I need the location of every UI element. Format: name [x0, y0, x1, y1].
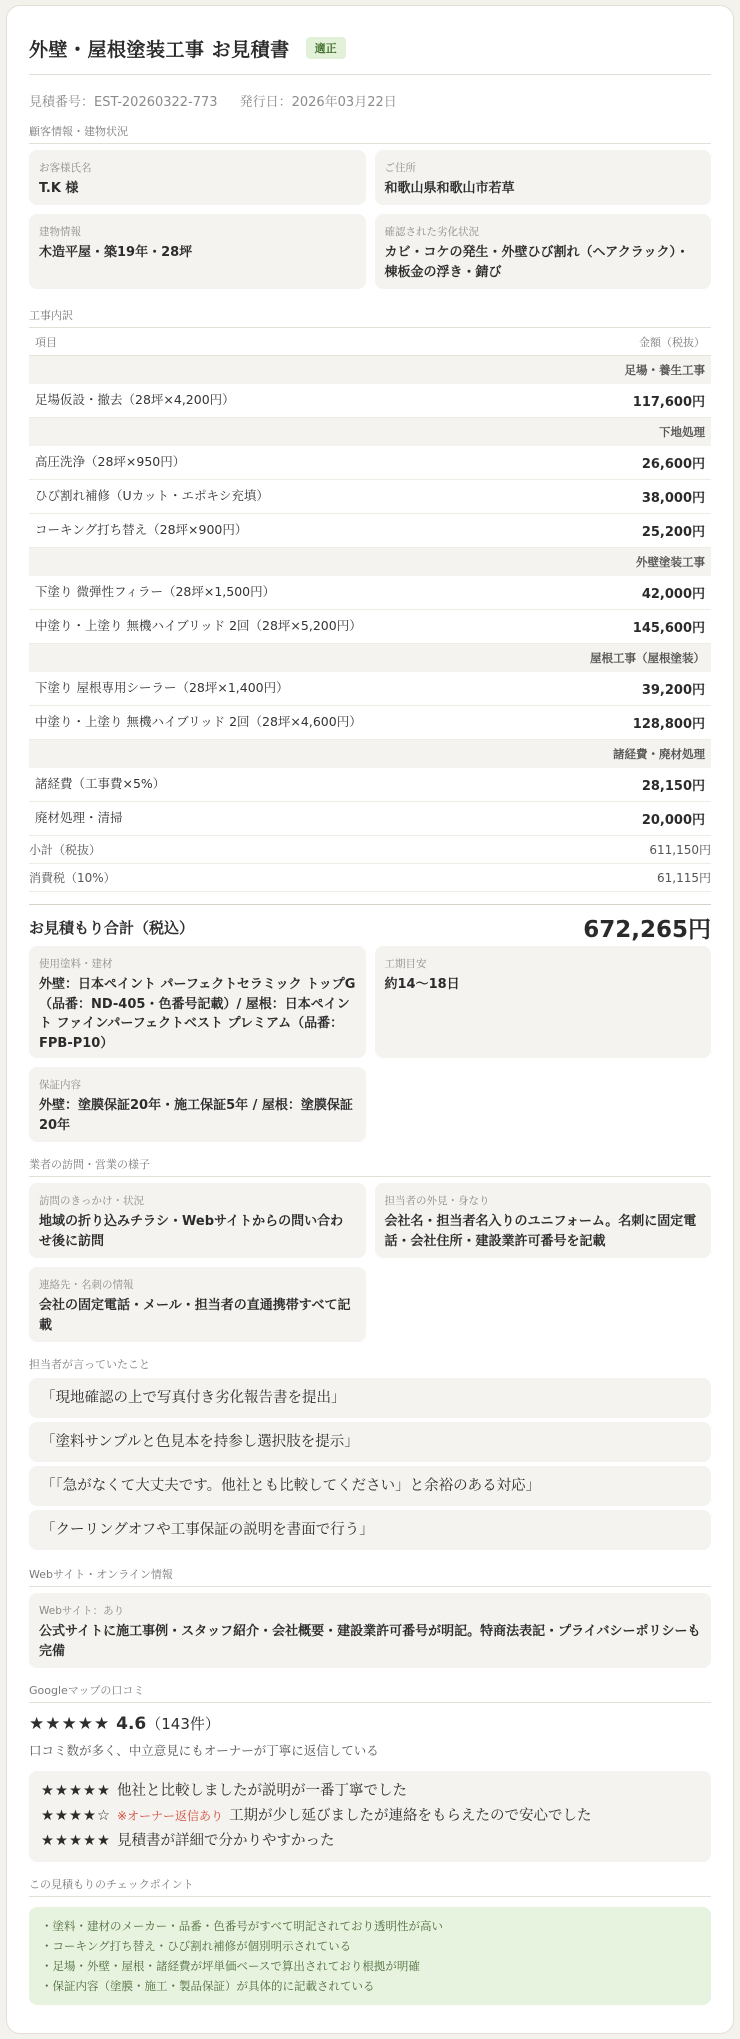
review-text: 工期が少し延びましたが連絡をもらえたので安心でした [229, 1808, 592, 1824]
section-heading: 業者の訪問・営業の様子 [29, 1156, 711, 1177]
checkpoint-list [29, 1907, 711, 2005]
checkpoint-item: ・コーキング打ち替え・ひび割れ補修が個別明示されている [41, 1939, 352, 1953]
item-name: 足場仮設・撤去（28坪×4,200円） [35, 392, 235, 407]
tax-label: 消費税（10%） [29, 871, 116, 885]
item-name: 高圧洗浄（28坪×950円） [35, 454, 186, 469]
customer-name: T.K 様 [39, 181, 79, 196]
duration: 約14〜18日 [384, 977, 460, 992]
item-amount: 145,600円 [632, 621, 705, 636]
checkpoint-item: ・保証内容（塗膜・施工・製品保証）が具体的に記載されている [41, 1979, 375, 1993]
category-row: 屋根工事（屋根塗装） [29, 644, 711, 672]
table-row [29, 384, 711, 418]
field-label: 保証内容 [39, 1079, 81, 1091]
divider [29, 74, 711, 75]
rating-summary [29, 1709, 711, 1739]
table-row [29, 480, 711, 514]
appearance: 会社名・担当者名入りのユニフォーム。名刺に固定電話・会社住所・建設業許可番号を記載 [384, 1214, 697, 1249]
item-name: 中塗り・上塗り 無機ハイブリッド 2回（28坪×4,600円） [35, 714, 362, 729]
category-row: 諸経費・廃材処理 [29, 740, 711, 768]
star-icon: ★★★★★ [41, 1783, 111, 1799]
review-item [41, 1779, 699, 1804]
title-row [29, 28, 711, 68]
item-name: 下塗り 微弾性フィラー（28坪×1,500円） [35, 584, 276, 599]
total-amount: 672,265円 [583, 917, 711, 943]
item-amount: 42,000円 [641, 587, 705, 602]
section-heading: この見積もりのチェックポイント [29, 1876, 711, 1897]
materials: 外壁：日本ペイント パーフェクトセラミック トップG（品番：ND-405・色番号記載）/ 屋根：日本ペイント ファインパーフェクトベスト プレミアム（品番：FPB-P10） [39, 977, 356, 1051]
website-box [29, 1593, 711, 1668]
star-icon: ★★★★★ [41, 1833, 111, 1849]
item-amount: 26,600円 [641, 457, 705, 472]
quote-item: 「クーリングオフや工事保証の説明を書面で行う」 [29, 1510, 711, 1550]
website-info: 公式サイトに施工事例・スタッフ紹介・会社概要・建設業許可番号が明記。特商法表記・プライバシーポリシーも完備 [39, 1624, 701, 1659]
col-amount: 金額（税抜） [639, 335, 705, 349]
tax-amount: 61,115円 [657, 871, 711, 885]
subtotal-label: 小計（税抜） [29, 843, 102, 857]
table-row [29, 672, 711, 706]
visit-trigger-box [29, 1183, 366, 1258]
subtotal-row [29, 836, 711, 864]
visit-trigger: 地域の折り込みチラシ・Webサイトからの問い合わせ後に訪問 [39, 1214, 344, 1249]
warranty-box [29, 1067, 366, 1142]
review-text: 他社と比較しましたが説明が一番丁寧でした [117, 1783, 407, 1799]
table-row [29, 576, 711, 610]
total-label: お見積もり合計（税込） [29, 919, 195, 937]
item-name: 下塗り 屋根専用シーラー（28坪×1,400円） [35, 680, 289, 695]
section-heading: Googleマップの口コミ [29, 1682, 711, 1703]
quote-item: 「現地確認の上で写真付き劣化報告書を提出」 [29, 1378, 711, 1418]
visit-section [29, 1156, 711, 1342]
field-label: 工期目安 [384, 958, 427, 970]
materials-box [29, 946, 366, 1058]
star-icon: ★★★★☆ [41, 1808, 111, 1824]
item-amount: 38,000円 [641, 491, 705, 506]
table-row [29, 446, 711, 480]
category-row: 外壁塗装工事 [29, 548, 711, 576]
field-label: 確認された劣化状況 [384, 226, 479, 238]
table-row [29, 610, 711, 644]
status-badge: 適正 [306, 37, 346, 59]
estimate-meta [29, 91, 711, 113]
category-row: 下地処理 [29, 418, 711, 446]
quotes-section [29, 1356, 711, 1550]
item-amount: 39,200円 [641, 683, 705, 698]
field-label: お客様氏名 [39, 162, 92, 174]
review-text: 見積書が詳細で分かりやすかった [117, 1833, 335, 1849]
table-row [29, 706, 711, 740]
field-label: 訪問のきっかけ・状況 [39, 1195, 144, 1207]
estimate-card [6, 5, 734, 2034]
rating-note: 口コミ数が多く、中立意見にもオーナーが丁寧に返信している [29, 1743, 379, 1758]
address: 和歌山県和歌山市若草 [384, 181, 515, 196]
checkpoint-item: ・塗料・建材のメーカー・品番・色番号がすべて明記されており透明性が高い [41, 1919, 444, 1933]
item-name: 諸経費（工事費×5%） [35, 776, 166, 791]
item-name: 中塗り・上塗り 無機ハイブリッド 2回（28坪×5,200円） [35, 618, 362, 633]
contact-box [29, 1267, 366, 1342]
item-amount: 128,800円 [632, 717, 705, 732]
field-label: 建物情報 [39, 226, 81, 238]
checkpoints-section [29, 1876, 711, 2005]
item-name: 廃材処理・清掃 [35, 810, 123, 825]
contact-info: 会社の固定電話・メール・担当者の直通携帯すべて記載 [39, 1298, 351, 1333]
checkpoint-item: ・足場・外壁・屋根・諸経費が坪単価ベースで算出されており根拠が明確 [41, 1959, 420, 1973]
address-box [375, 150, 712, 205]
item-amount: 25,200円 [641, 525, 705, 540]
section-heading: Webサイト・オンライン情報 [29, 1566, 711, 1587]
deterioration-box [375, 214, 712, 289]
web-section [29, 1566, 711, 1668]
customer-name-box [29, 150, 366, 205]
item-amount: 28,150円 [641, 779, 705, 794]
customer-section [29, 123, 711, 289]
item-amount: 117,600円 [632, 395, 705, 410]
rating-score: 4.6 [116, 1714, 147, 1734]
details-grid [29, 946, 711, 1142]
page-title: 外壁・屋根塗装工事 お見積書 [29, 38, 290, 61]
tax-row [29, 864, 711, 892]
table-row [29, 802, 711, 836]
table-header [29, 328, 711, 356]
section-heading: 工事内訳 [29, 307, 711, 328]
subtotal-amount: 611,150円 [649, 843, 711, 857]
total-row [29, 904, 711, 944]
star-icon: ★★★★★ [29, 1714, 111, 1734]
reviews-list [29, 1771, 711, 1862]
section-heading: 顧客情報・建物状況 [29, 123, 711, 144]
building-info: 木造平屋・築19年・28坪 [39, 245, 193, 260]
section-heading: 担当者が言っていたこと [29, 1358, 150, 1371]
review-count: （143件） [146, 1715, 220, 1733]
field-label: 連絡先・名刺の情報 [39, 1279, 134, 1291]
item-amount: 20,000円 [641, 813, 705, 828]
field-label: ご住所 [384, 162, 416, 174]
google-section [29, 1682, 711, 1862]
deterioration: カビ・コケの発生・外壁ひび割れ（ヘアクラック）・棟板金の浮き・錆び [384, 245, 689, 280]
warranty: 外壁：塗膜保証20年・施工保証5年 / 屋根：塗膜保証20年 [39, 1098, 353, 1133]
item-name: ひび割れ補修（Uカット・エポキシ充填） [35, 488, 269, 503]
category-row: 足場・養生工事 [29, 356, 711, 384]
table-row [29, 768, 711, 802]
review-item [41, 1804, 699, 1829]
table-row [29, 514, 711, 548]
appearance-box [375, 1183, 712, 1258]
issue-date: 発行日：2026年03月22日 [239, 95, 397, 110]
quote-item: 「「急がなくて大丈夫です。他社とも比較してください」と余裕のある対応」 [29, 1466, 711, 1506]
item-name: コーキング打ち替え（28坪×900円） [35, 522, 248, 537]
field-label: Webサイト：あり [39, 1605, 125, 1617]
building-box [29, 214, 366, 289]
col-item: 項目 [35, 335, 57, 349]
works-section [29, 307, 711, 944]
owner-reply-badge: ※オーナー返信あり [117, 1809, 224, 1823]
estimate-number: 見積番号：EST-20260322-773 [29, 95, 218, 110]
quote-item: 「塗料サンプルと色見本を持参し選択肢を提示」 [29, 1422, 711, 1462]
duration-box [375, 946, 712, 1058]
field-label: 担当者の外見・身なり [384, 1195, 490, 1207]
field-label: 使用塗料・建材 [39, 958, 113, 970]
review-item [41, 1829, 699, 1854]
